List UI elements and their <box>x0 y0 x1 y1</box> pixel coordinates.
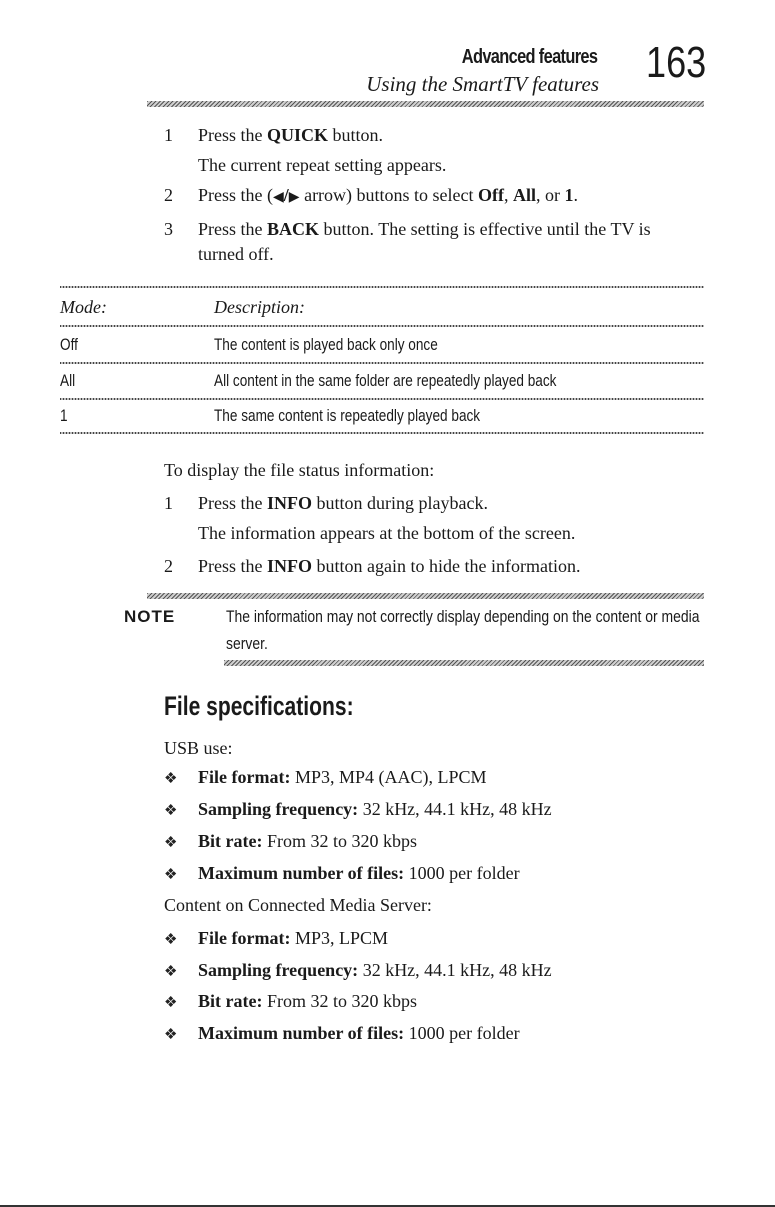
step-text: Press the BACK button. The setting is effective until the TV is <box>198 219 651 239</box>
arrow-left-icon: ◀ <box>273 189 284 205</box>
step-text: Press the (◀/▶ arrow) buttons to select Off, All, or 1. <box>198 185 579 205</box>
note-rule <box>224 660 704 666</box>
table-rule <box>60 286 704 288</box>
server-intro: Content on Connected Media Server: <box>164 895 432 915</box>
bullet-icon: ❖ <box>164 867 178 883</box>
list-item: Maximum number of files: 1000 per folder <box>198 863 520 883</box>
table-cell-mode: 1 <box>60 406 68 425</box>
list-item: File format: MP3, LPCM <box>198 928 388 948</box>
table-cell-mode: All <box>60 371 76 390</box>
table-rule <box>60 362 704 364</box>
list-item: Bit rate: From 32 to 320 kbps <box>198 991 417 1011</box>
file-specs-title: File specifications: <box>164 691 354 721</box>
list-item <box>164 989 177 1015</box>
bullet-icon: ❖ <box>164 1027 178 1043</box>
file-status-intro: To display the file status information: <box>164 460 435 480</box>
bullet-icon: ❖ <box>164 995 178 1011</box>
bullet-icon: ❖ <box>164 771 178 787</box>
table-cell-description: The same content is repeatedly played back <box>214 406 481 425</box>
note-rule <box>147 593 704 599</box>
table-header-mode: Mode: <box>60 297 107 317</box>
bullet-icon: ❖ <box>164 835 178 851</box>
header-rule <box>147 101 704 107</box>
step-number: 3 <box>164 219 173 239</box>
list-item: Sampling frequency: 32 kHz, 44.1 kHz, 48 kHz <box>198 799 552 819</box>
list-item <box>164 829 177 855</box>
bullet-icon: ❖ <box>164 803 178 819</box>
section-subtitle: Using the SmartTV features <box>366 72 599 96</box>
step-number: 2 <box>164 185 173 205</box>
step-number: 1 <box>164 125 173 145</box>
bullet-icon: ❖ <box>164 932 178 948</box>
list-item: Bit rate: From 32 to 320 kbps <box>198 831 417 851</box>
list-item <box>164 926 177 952</box>
table-cell-mode: Off <box>60 335 78 354</box>
list-item: File format: MP3, MP4 (AAC), LPCM <box>198 767 487 787</box>
list-item <box>164 797 177 823</box>
step-text: Press the QUICK button. <box>198 125 384 145</box>
step-text-cont: turned off. <box>198 244 274 264</box>
step-text: Press the INFO button again to hide the information. <box>198 556 581 576</box>
table-rule <box>60 432 704 434</box>
step-number: 1 <box>164 493 173 513</box>
step-number: 2 <box>164 556 173 576</box>
list-item: Sampling frequency: 32 kHz, 44.1 kHz, 48 kHz <box>198 960 552 980</box>
section-title: Advanced features <box>461 46 597 68</box>
step-note: The current repeat setting appears. <box>198 155 447 175</box>
bullet-icon: ❖ <box>164 964 178 980</box>
list-item <box>164 861 177 887</box>
table-rule <box>60 398 704 400</box>
note-text: The information may not correctly display depending on the content or media server. <box>226 607 700 653</box>
list-item: Maximum number of files: 1000 per folder <box>198 1023 520 1043</box>
table-cell-description: The content is played back only once <box>214 335 438 354</box>
usb-intro: USB use: <box>164 738 233 758</box>
table-cell-description: All content in the same folder are repeatedly played back <box>214 371 557 390</box>
table-rule <box>60 325 704 327</box>
step-note: The information appears at the bottom of the screen. <box>198 523 576 543</box>
list-item <box>164 1021 177 1047</box>
arrow-right-icon: ▶ <box>288 189 300 205</box>
page-number: 163 <box>646 38 707 87</box>
list-item <box>164 765 177 791</box>
note-label: NOTE <box>124 607 176 626</box>
step-text: Press the INFO button during playback. <box>198 493 488 513</box>
list-item <box>164 958 177 984</box>
table-header-description: Description: <box>214 297 305 317</box>
